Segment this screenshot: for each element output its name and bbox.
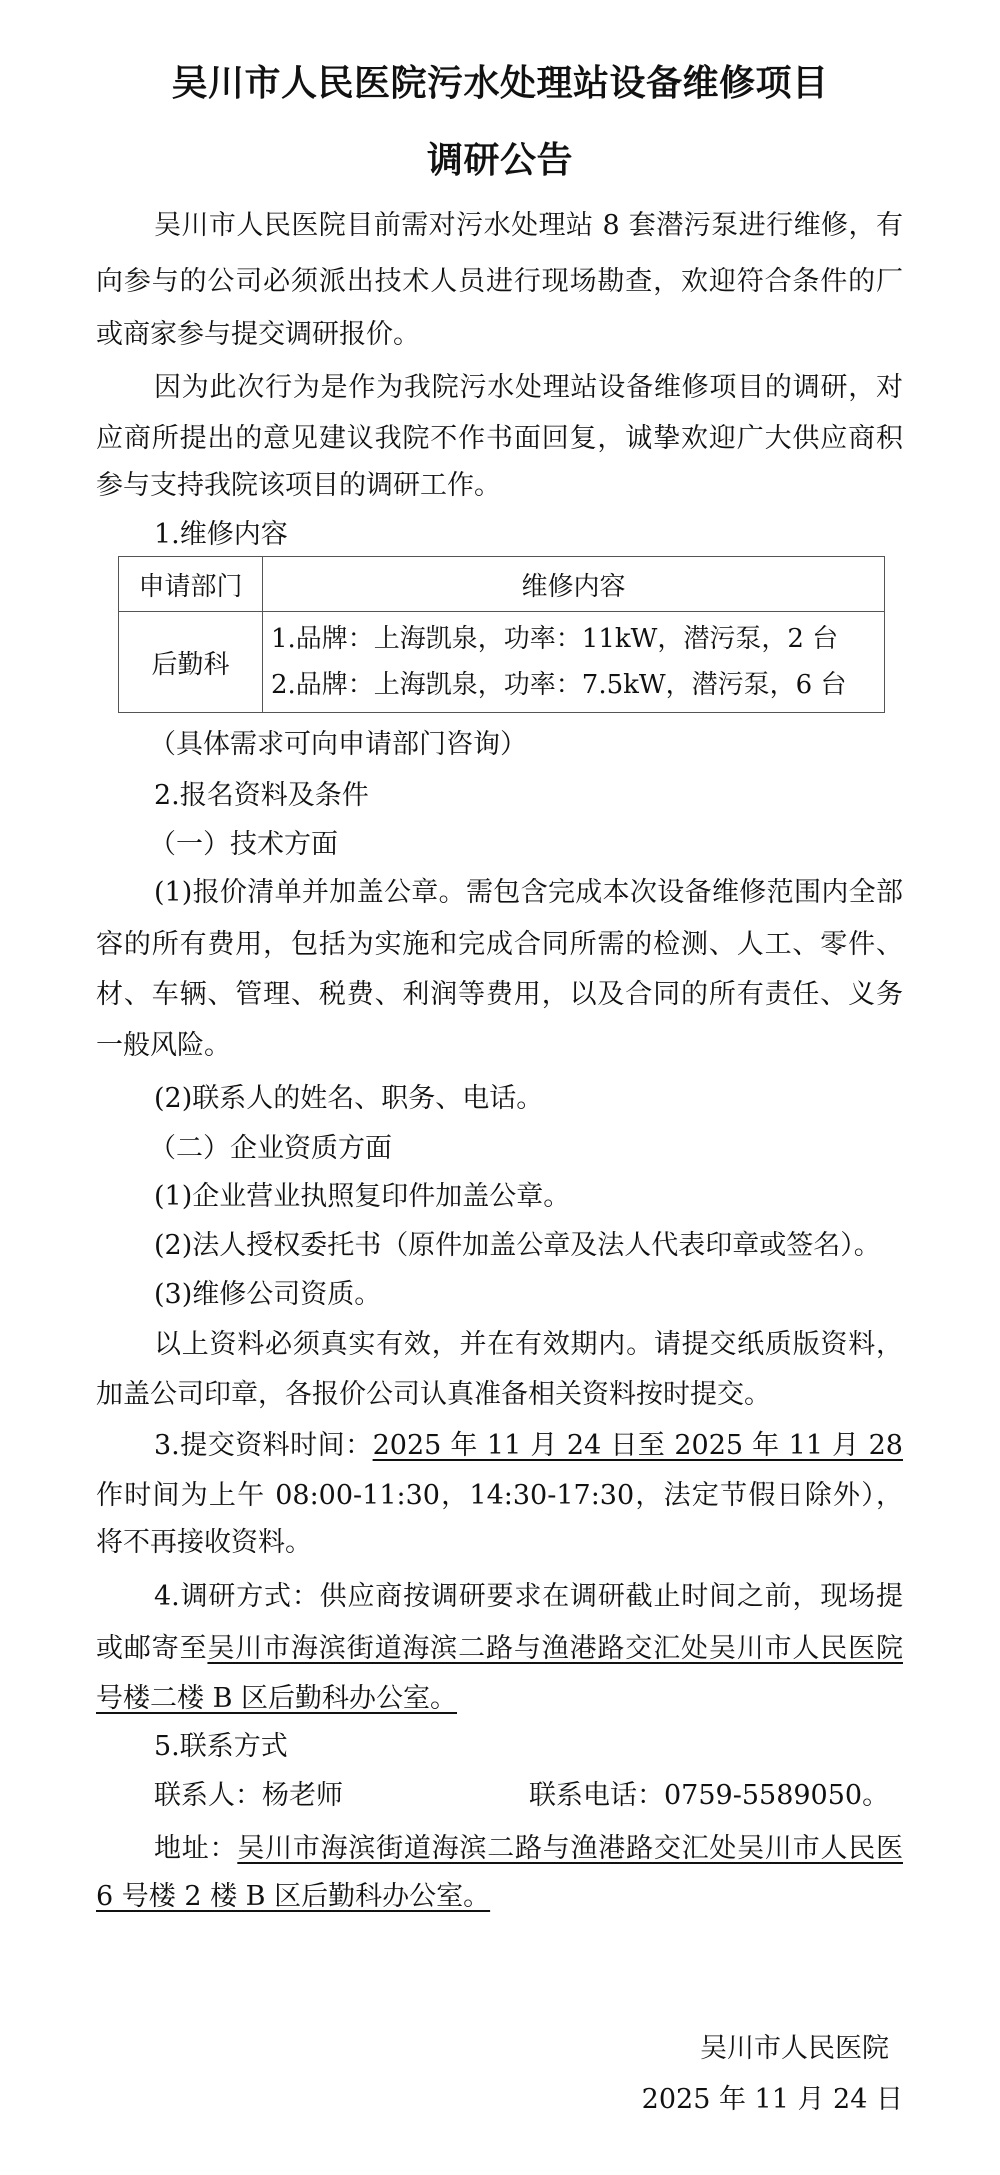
text-segment: 吴川市人民医院 — [700, 2033, 889, 2064]
signature-line — [700, 2031, 889, 2067]
text-line — [149, 727, 527, 763]
text-segment: (2)联系人的姓名、职务、电话。 — [154, 1083, 544, 1114]
underlined-text: 2025 年 11 月 24 日至 2025 年 11 月 28 — [372, 1430, 903, 1461]
text-segment: 4.调研方式：供应商按调研要求在调研截止时间之前，现场提 — [154, 1581, 903, 1612]
text-segment: 将不再接收资料。 — [96, 1527, 312, 1558]
text-line — [154, 1228, 881, 1264]
text-segment: 地址： — [154, 1833, 238, 1864]
text-segment: 5.联系方式 — [154, 1731, 288, 1762]
text-line — [154, 1729, 288, 1765]
text-line — [154, 1179, 570, 1215]
text-line — [96, 977, 903, 1013]
text-line — [154, 1327, 903, 1363]
underlined-text: 吴川市海滨街道海滨二路与渔港路交汇处吴川市人民医 — [237, 1833, 903, 1864]
title-line-1: 吴川市人民医院污水处理站设备维修项目 — [171, 62, 829, 104]
text-segment: 因为此次行为是作为我院污水处理站设备维修项目的调研，对 — [154, 372, 903, 403]
text-line — [154, 1831, 903, 1867]
text-segment: (1)报价清单并加盖公章。需包含完成本次设备维修范围内全部 — [154, 877, 903, 908]
text-segment: 1.维修内容 — [154, 519, 288, 550]
text-line — [96, 1478, 903, 1514]
text-line — [154, 370, 903, 406]
text-line — [154, 208, 903, 244]
content-cell — [263, 612, 885, 713]
text-segment: 吴川市人民医院目前需对污水处理站 8 套潜污泵进行维修，有 — [154, 210, 903, 241]
text-line — [96, 317, 420, 353]
text-segment: (1)企业营业执照复印件加盖公章。 — [154, 1181, 571, 1212]
text-segment: 以上资料必须真实有效，并在有效期内。请提交纸质版资料， — [154, 1329, 903, 1360]
content-item-1: 1.品牌：上海凯泉，功率：11kW，潜污泵，2 台 — [271, 624, 839, 654]
text-segment: 容的所有费用，包括为实施和完成合同所需的检测、人工、零件、 — [96, 929, 903, 960]
text-line — [149, 827, 338, 863]
table-header-row — [119, 557, 885, 612]
contact-phone: 联系电话：0759-5589050。 — [529, 1780, 890, 1811]
text-line — [154, 1277, 381, 1313]
content-item-2: 2.品牌：上海凯泉，功率：7.5kW，潜污泵，6 台 — [271, 670, 847, 700]
text-line — [154, 778, 369, 814]
text-segment: (3)维修公司资质。 — [154, 1279, 382, 1310]
text-segment: 材、车辆、管理、税费、利润等费用，以及合同的所有责任、义务 — [96, 979, 903, 1010]
underlined-text: 吴川市海滨街道海滨二路与渔港路交汇处吴川市人民医院 — [207, 1633, 903, 1664]
text-segment: 3.提交资料时间： — [154, 1430, 373, 1461]
underlined-text: 号楼二楼 B 区后勤科办公室。 — [96, 1683, 458, 1714]
text-segment: 向参与的公司必须派出技术人员进行现场勘查，欢迎符合条件的厂 — [96, 266, 903, 297]
text-line — [154, 875, 903, 911]
text-segment: 2.报名资料及条件 — [154, 780, 369, 811]
text-line — [96, 1879, 490, 1915]
underlined-text: 6 号楼 2 楼 B 区后勤科办公室。 — [96, 1881, 491, 1912]
text-segment: 一般风险。 — [96, 1030, 231, 1061]
title-line-2: 调研公告 — [426, 139, 573, 181]
text-line — [96, 421, 903, 457]
text-segment: 2025 年 11 月 24 日 — [641, 2084, 903, 2115]
text-segment: （具体需求可向申请部门咨询） — [149, 729, 527, 760]
text-line — [96, 1377, 771, 1413]
text-segment: 或商家参与提交调研报价。 — [96, 319, 420, 350]
text-line — [96, 264, 903, 300]
text-line — [96, 1681, 457, 1717]
text-line — [96, 468, 501, 504]
text-segment: 联系人：杨老师 — [154, 1780, 343, 1811]
header-content: 维修内容 — [263, 557, 885, 612]
text-segment: 或邮寄至 — [96, 1633, 208, 1664]
text-line — [154, 1579, 903, 1615]
text-segment: 作时间为上午 08:00-11:30，14:30-17:30，法定节假日除外）， — [96, 1480, 903, 1511]
text-segment: 加盖公司印章，各报价公司认真准备相关资料按时提交。 — [96, 1379, 771, 1410]
department-cell: 后勤科 — [119, 612, 263, 713]
text-line — [96, 927, 903, 963]
text-line — [96, 1631, 903, 1667]
text-segment: (2)法人授权委托书（原件加盖公章及法人代表印章或签名）。 — [154, 1230, 881, 1261]
text-line — [96, 1028, 231, 1064]
header-department: 申请部门 — [119, 557, 263, 612]
text-line — [154, 517, 288, 553]
repair-content-table — [118, 556, 885, 713]
text-line — [154, 1428, 903, 1464]
text-line — [154, 1778, 343, 1814]
signature-line — [642, 2082, 903, 2118]
text-segment: （二）企业资质方面 — [149, 1133, 392, 1164]
text-segment: （一）技术方面 — [149, 829, 338, 860]
text-segment: 参与支持我院该项目的调研工作。 — [96, 470, 501, 501]
text-segment: 应商所提出的意见建议我院不作书面回复，诚挚欢迎广大供应商积 — [96, 423, 903, 454]
text-line — [154, 1081, 543, 1117]
text-line — [96, 1525, 312, 1561]
text-line — [149, 1131, 392, 1167]
table-row — [119, 612, 885, 713]
